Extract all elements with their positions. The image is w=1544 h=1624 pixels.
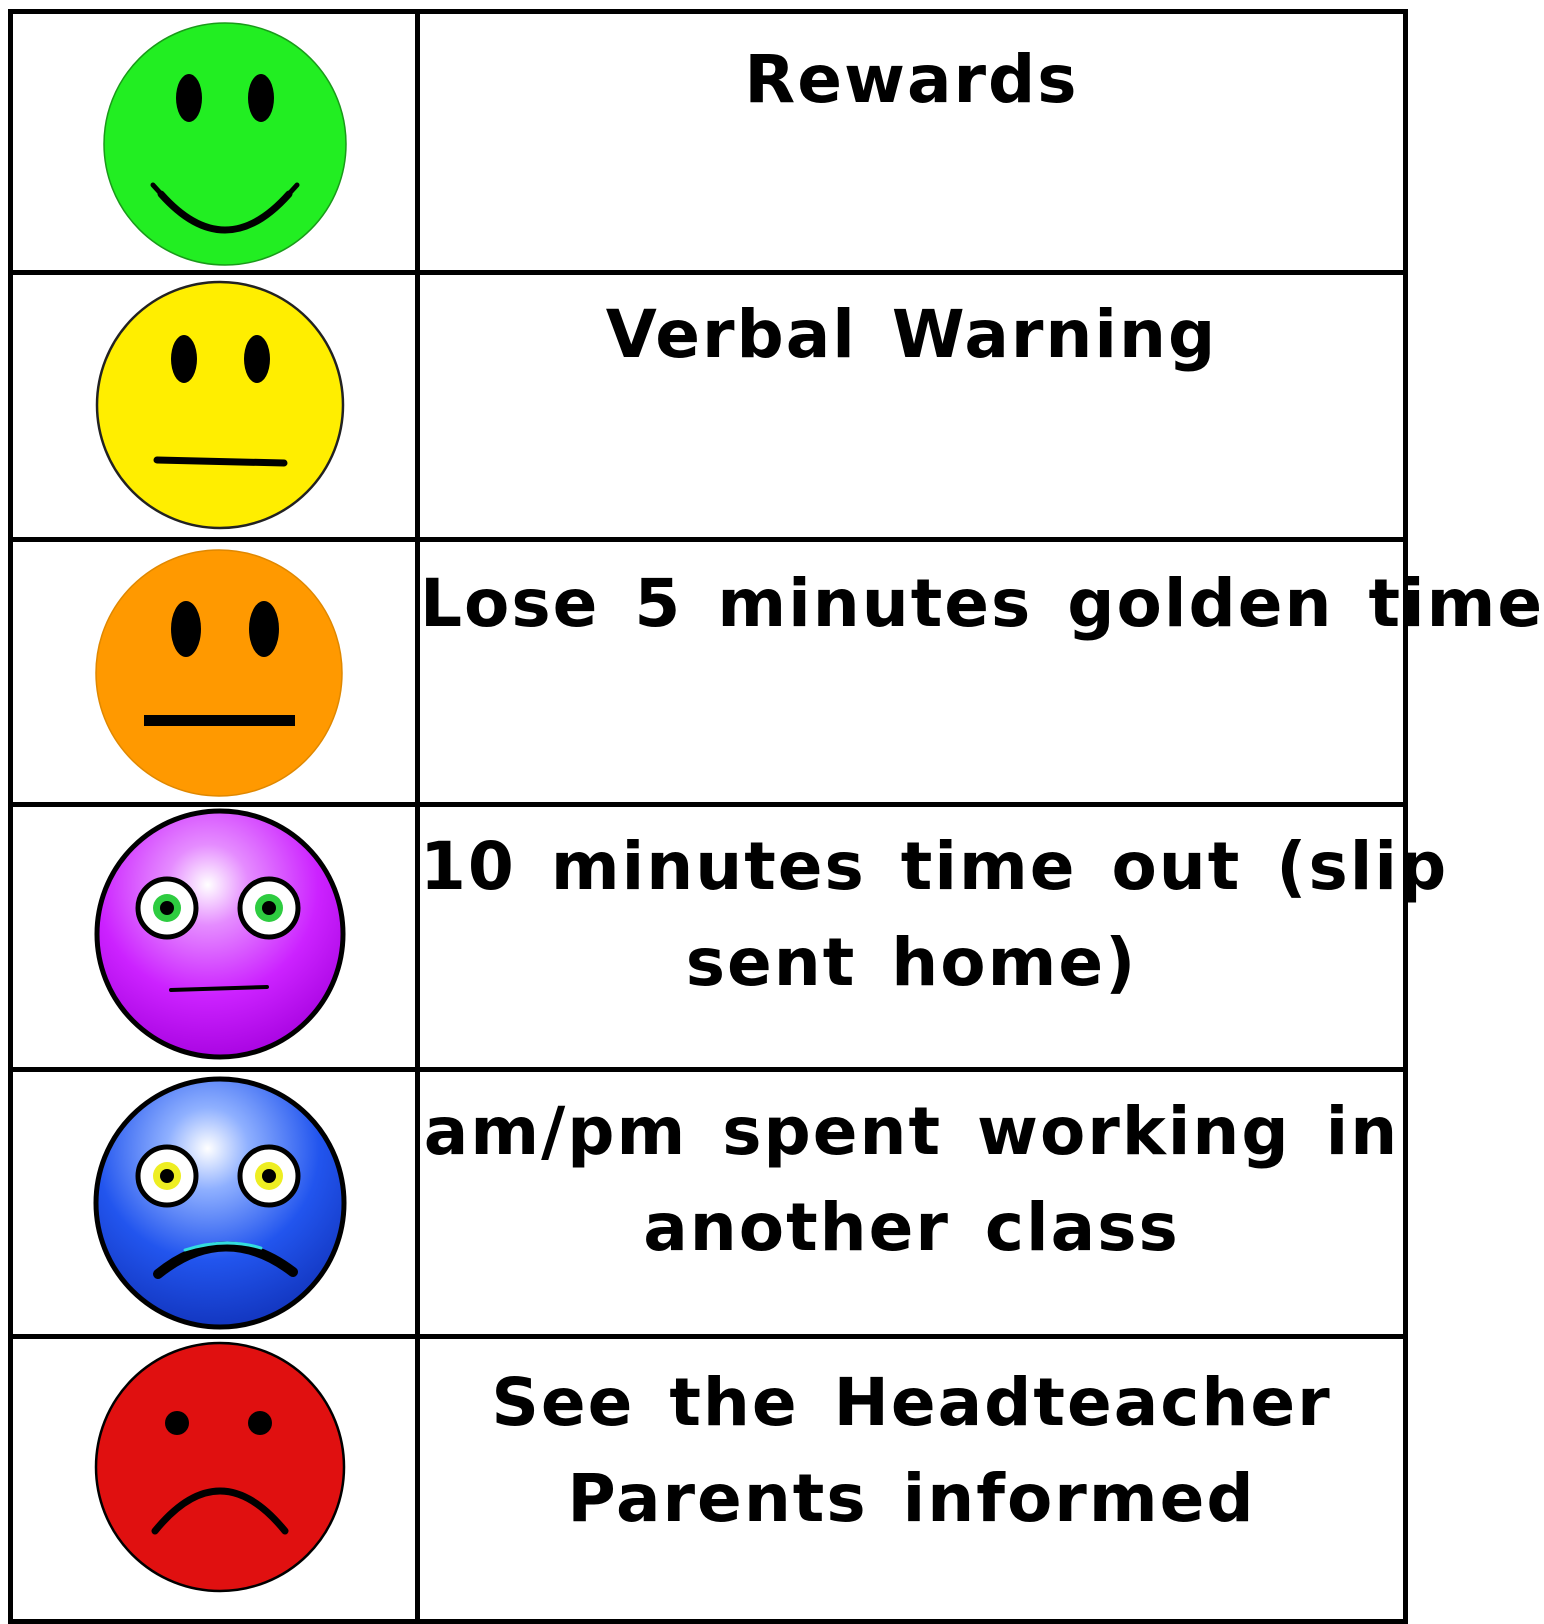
- consequence-text: 10 minutes time out (slip: [420, 828, 1449, 905]
- consequence-text: am/pm spent working in: [423, 1093, 1400, 1170]
- face-circle: [96, 1343, 344, 1591]
- consequence-text: sent home): [685, 924, 1138, 1001]
- consequence-cell: [418, 12, 1406, 273]
- consequence-text: Parents informed: [567, 1460, 1256, 1537]
- face-cell: [11, 805, 418, 1070]
- face-circle: [97, 282, 343, 528]
- consequence-text: Lose 5 minutes golden time: [420, 565, 1544, 642]
- consequence-cell: [418, 273, 1406, 540]
- face-cell: [11, 273, 418, 540]
- worried-face-icon: [13, 807, 415, 1067]
- face-circle: [96, 550, 342, 796]
- table-row: [11, 1337, 1406, 1622]
- consequence-text: See the Headteacher: [491, 1364, 1332, 1441]
- sad-face-icon: [13, 1339, 415, 1619]
- neutral-face-icon: [13, 275, 415, 537]
- consequence-cell: [418, 540, 1544, 805]
- face-circle: [96, 1079, 344, 1327]
- face-cell: [11, 1337, 418, 1622]
- face-cell: [11, 1070, 418, 1337]
- face-cell: [11, 12, 418, 273]
- face-circle: [97, 811, 343, 1057]
- behaviour-chart-table: [8, 9, 1544, 1624]
- table-row: [11, 540, 1406, 805]
- face-cell: [11, 540, 418, 805]
- sad-face-icon: [13, 1072, 415, 1334]
- consequence-text: Verbal Warning: [605, 296, 1218, 373]
- consequence-text: Rewards: [744, 41, 1079, 118]
- consequence-text: another class: [643, 1189, 1180, 1266]
- table-row: [11, 1070, 1406, 1337]
- happy-face-icon: [13, 14, 415, 270]
- consequence-cell: [418, 805, 1449, 1070]
- table-row: [11, 12, 1406, 273]
- table-row: [11, 805, 1406, 1070]
- consequence-cell: [418, 1337, 1406, 1622]
- consequence-cell: [418, 1070, 1406, 1337]
- neutral-face-icon: [13, 542, 415, 802]
- table-row: [11, 273, 1406, 540]
